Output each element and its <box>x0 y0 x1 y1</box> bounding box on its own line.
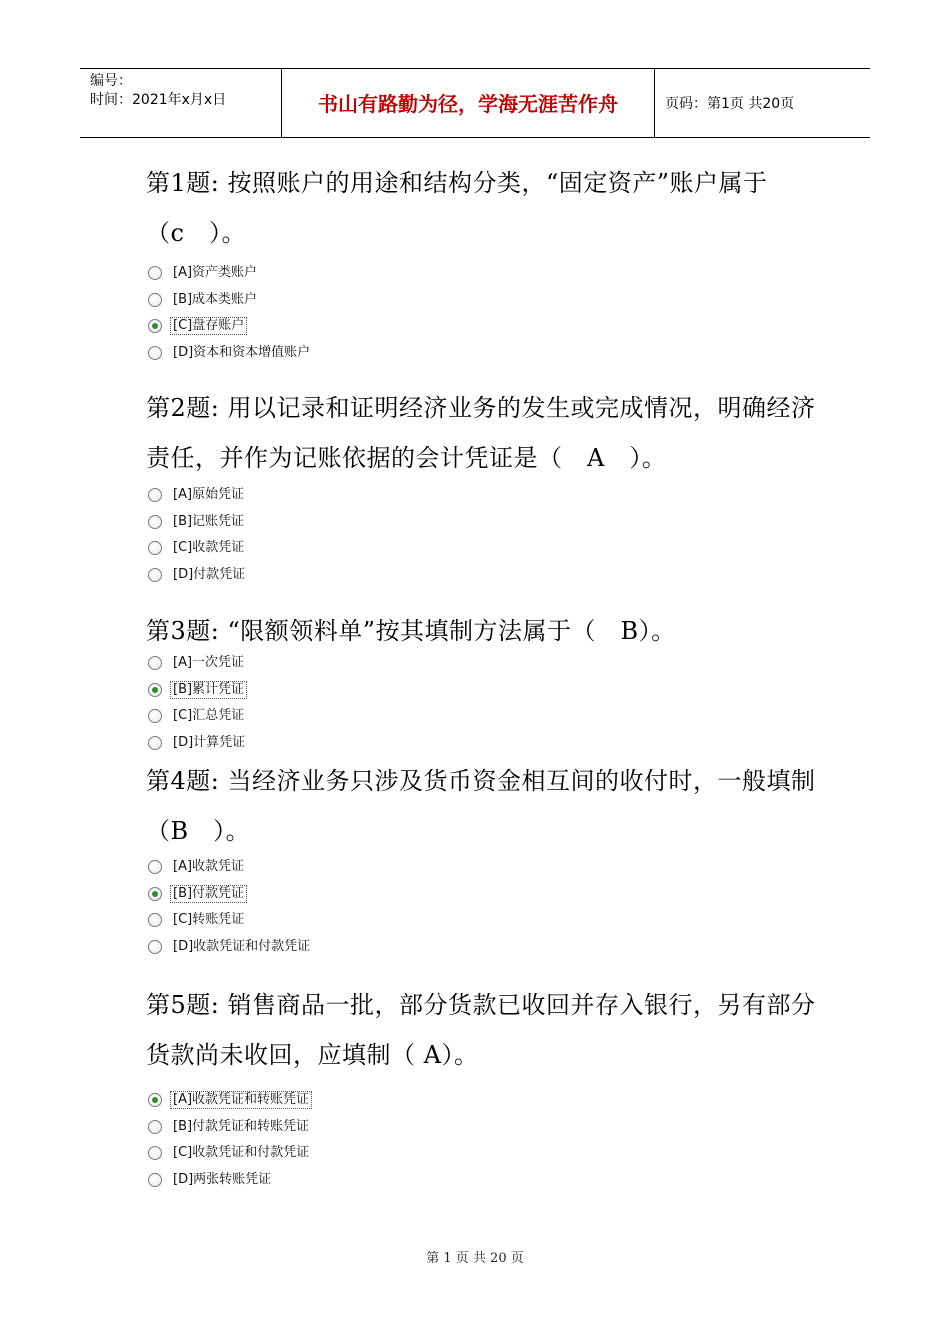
option-label: [B]付款凭证和转账凭证 <box>173 1118 310 1134</box>
option-a[interactable] <box>148 260 313 287</box>
option-label: [C]盘存账户 <box>170 317 247 335</box>
option-d[interactable] <box>148 562 248 589</box>
radio-icon[interactable] <box>148 346 162 360</box>
question-1-options <box>148 260 313 366</box>
time-label: 时间：2021年x月x日 <box>90 92 227 108</box>
question-2-options <box>148 482 248 588</box>
radio-icon[interactable] <box>148 1093 162 1107</box>
radio-icon[interactable] <box>148 1146 162 1160</box>
option-c[interactable] <box>148 703 248 730</box>
radio-icon[interactable] <box>148 541 162 555</box>
radio-icon[interactable] <box>148 709 162 723</box>
motto-text: 书山有路勤为径，学海无涯苦作舟 <box>318 92 618 116</box>
question-5-text: 第5题: 销售商品一批，部分货款已收回并存入银行，另有部分货款尚未收回，应填制（ A）。 <box>146 991 816 1069</box>
option-a[interactable] <box>148 482 248 509</box>
radio-icon[interactable] <box>148 1120 162 1134</box>
page-footer: 第 1 页 共 20 页 <box>426 1251 524 1266</box>
page-info: 页码：第1页 共20页 <box>665 96 795 112</box>
option-b[interactable] <box>148 287 313 314</box>
option-c[interactable] <box>148 1140 312 1167</box>
radio-icon[interactable] <box>148 515 162 529</box>
option-label: [D]付款凭证 <box>173 566 246 582</box>
option-label: [C]汇总凭证 <box>173 708 245 724</box>
option-label: [C]收款凭证 <box>173 540 245 556</box>
option-label: [D]计算凭证 <box>173 734 246 750</box>
option-a[interactable] <box>148 650 248 677</box>
radio-icon[interactable] <box>148 1173 162 1187</box>
option-d[interactable] <box>148 340 313 367</box>
option-label: [B]累计凭证 <box>170 681 247 699</box>
option-label: [A]资产类账户 <box>173 265 258 281</box>
number-label: 编号： <box>90 73 132 89</box>
header-middle-cell <box>282 69 655 137</box>
option-c[interactable] <box>148 313 313 340</box>
radio-icon[interactable] <box>148 736 162 750</box>
option-d[interactable] <box>148 730 248 757</box>
option-label: [A]原始凭证 <box>173 487 245 503</box>
question-4-text: 第4题: 当经济业务只涉及货币资金相互间的收付时，一般填制（B ）。 <box>146 767 816 845</box>
radio-icon[interactable] <box>148 913 162 927</box>
option-label: [B]付款凭证 <box>170 885 247 903</box>
radio-icon[interactable] <box>148 887 162 901</box>
radio-icon[interactable] <box>148 319 162 333</box>
option-label: [C]转账凭证 <box>173 912 245 928</box>
radio-icon[interactable] <box>148 488 162 502</box>
radio-icon[interactable] <box>148 266 162 280</box>
radio-icon[interactable] <box>148 940 162 954</box>
option-label: [A]收款凭证和转账凭证 <box>170 1091 312 1109</box>
option-b[interactable] <box>148 881 313 908</box>
question-2-text: 第2题: 用以记录和证明经济业务的发生或完成情况，明确经济责任，并作为记账依据的会计凭证是（ A ）。 <box>146 394 816 472</box>
option-a[interactable] <box>148 854 313 881</box>
question-3-options <box>148 650 248 756</box>
option-label: [B]成本类账户 <box>173 291 258 307</box>
option-label: [A]收款凭证 <box>173 859 245 875</box>
radio-icon[interactable] <box>148 293 162 307</box>
question-5-options <box>148 1087 312 1193</box>
option-d[interactable] <box>148 1167 312 1194</box>
page-header <box>80 68 870 138</box>
option-label: [C]收款凭证和付款凭证 <box>173 1145 310 1161</box>
option-label: [D]两张转账凭证 <box>173 1171 272 1187</box>
question-3-text: 第3题: “限额领料单”按其填制方法属于（ B）。 <box>146 617 676 645</box>
option-d[interactable] <box>148 934 313 961</box>
option-b[interactable] <box>148 677 248 704</box>
radio-icon[interactable] <box>148 656 162 670</box>
question-4-options <box>148 854 313 960</box>
option-label: [D]收款凭证和付款凭证 <box>173 938 311 954</box>
option-c[interactable] <box>148 535 248 562</box>
option-label: [D]资本和资本增值账户 <box>173 344 311 360</box>
option-b[interactable] <box>148 1114 312 1141</box>
question-1-text: 第1题: 按照账户的用途和结构分类，“固定资产”账户属于（c ）。 <box>146 169 768 247</box>
radio-icon[interactable] <box>148 683 162 697</box>
header-right-cell <box>655 69 870 137</box>
option-c[interactable] <box>148 907 313 934</box>
radio-icon[interactable] <box>148 568 162 582</box>
header-left-cell <box>80 69 282 137</box>
option-label: [B]记账凭证 <box>173 513 245 529</box>
radio-icon[interactable] <box>148 860 162 874</box>
option-label: [A]一次凭证 <box>173 655 245 671</box>
option-b[interactable] <box>148 509 248 536</box>
option-a[interactable] <box>148 1087 312 1114</box>
